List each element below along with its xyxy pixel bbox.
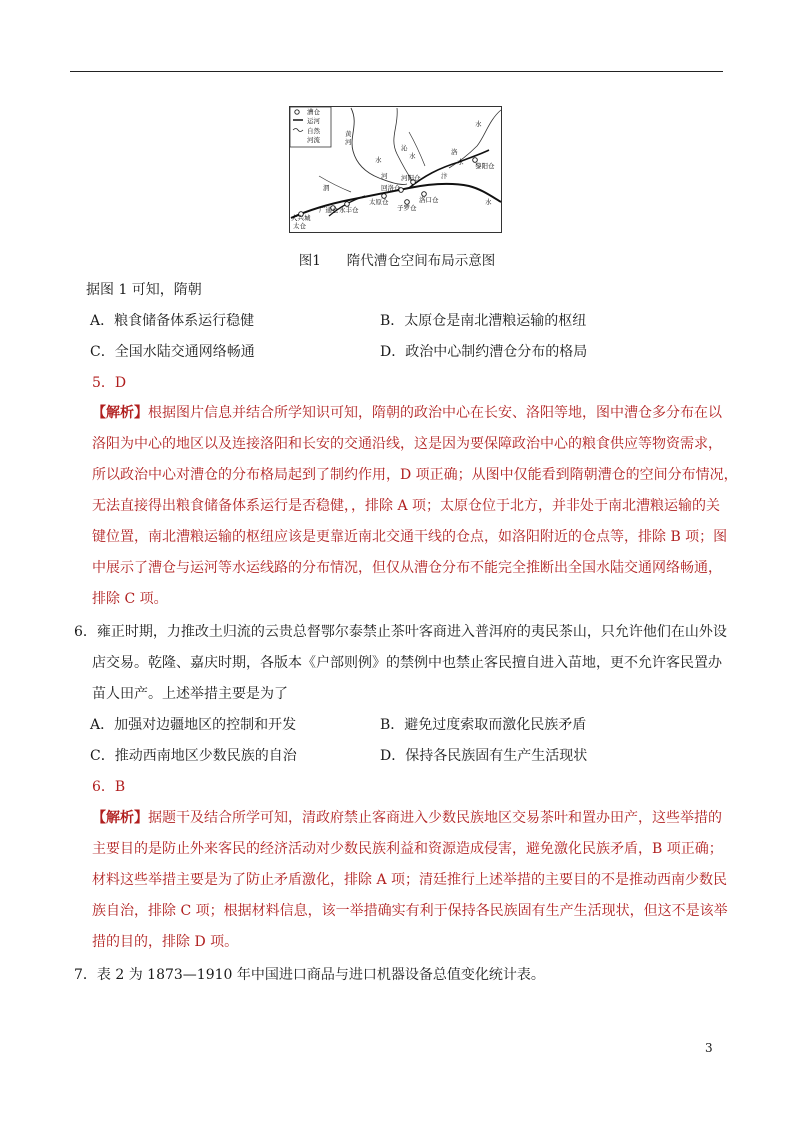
label-huiluo: 回洛仓 (381, 184, 401, 192)
legend-canal: 运河 (307, 117, 320, 125)
label-liyang: 黎阳仓 (475, 162, 495, 170)
q5-option-b: B．太原仓是南北漕粮运输的枢纽 (380, 313, 587, 329)
page-number: 3 (705, 1041, 713, 1055)
q5-answer: 5．D (92, 375, 127, 391)
q6-option-c: C．推动西南地区少数民族的自治 (90, 748, 297, 764)
label-daxing: 大兴城 (291, 214, 311, 222)
label-luokou: 洛口仓 (419, 196, 439, 204)
q6-analysis-line-4: 族自治，排除 C 项；根据材料信息，该一举措确实有利于保持各民族固有生产生活现状，但这不是该举 (92, 903, 728, 919)
q5-option-d: D．政治中心制约漕仓分布的格局 (380, 344, 588, 360)
svg-text:河: 河 (381, 172, 388, 180)
svg-text:水: 水 (457, 158, 464, 166)
header-rule (70, 71, 723, 72)
sui-granary-map (289, 106, 502, 233)
q5-analysis-line-1: 【解析】根据图片信息并结合所学知识可知，隋朝的政治中心在长安、洛阳等地，图中漕仓多分布在以 (92, 405, 722, 421)
q6-option-d: D．保持各民族固有生产生活现状 (380, 748, 588, 764)
caption-number: 图1 (298, 253, 321, 269)
svg-text:黄: 黄 (345, 130, 352, 138)
q5-option-a: A．粮食储备体系运行稳健 (90, 313, 255, 329)
q5-analysis-line-6: 中展示了漕仓与运河等水运线路的分布情况，但仅从漕仓分布不能完全推断出全国水陆交通网络畅通， (92, 560, 722, 576)
q5-analysis-tag: 【解析】 (92, 405, 148, 421)
q6-analysis-line-2: 主要目的是防止外来客民的经济活动对少数民族利益和资源造成侵害，避免激化民族矛盾，B 项正确； (92, 841, 723, 857)
q6-analysis-line-1: 【解析】据题干及结合所学可知，清政府禁止客商进入少数民族地区交易茶叶和置办田产，这些举措的 (92, 810, 722, 826)
svg-text:洛: 洛 (451, 148, 458, 156)
label-taiyuan: 太原仓 (369, 198, 389, 206)
q5-analysis-line-5: 键位置，南北漕粮运输的枢纽应该是更靠近南北交通干线的仓点，如洛阳附近的仓点等，排除 B 项；图 (92, 529, 728, 545)
q5-analysis-line-3: 所以政治中心对漕仓的分布格局起到了制约作用，D 项正确；从图中仅能看到隋朝漕仓的空间分布情况， (92, 467, 738, 483)
q6-stem-line-2: 店交易。乾隆、嘉庆时期，各版本《户部则例》的禁例中也禁止客民擅自进入苗地，更不允许客民置办 (92, 655, 722, 671)
label-taicang: 太仓 (293, 222, 306, 230)
q7-stem: 7．表 2 为 1873—1910 年中国进口商品与进口机器设备总值变化统计表。 (74, 967, 545, 983)
q6-analysis-tag: 【解析】 (92, 810, 148, 826)
q5-stem: 据图 1 可知，隋朝 (86, 282, 202, 298)
q6-stem-line-3: 苗人田产。上述举措主要是为了 (92, 686, 288, 702)
label-ziluo: 子罗仓 (397, 204, 417, 212)
q6-analysis-line-3: 材料这些举措主要是为了防止矛盾激化，排除 A 项；清廷推行上述举措的主要目的不是推动西南少数民 (92, 872, 728, 888)
q6-stem-line-1: 6．雍正时期，力推改土归流的云贵总督鄂尔泰禁止茶叶客商进入普洱府的夷民茶山，只允许他们在山外设 (74, 624, 727, 640)
q6-analysis-line-5: 措的目的，排除 D 项。 (92, 934, 239, 950)
svg-text:河: 河 (345, 138, 352, 146)
label-guangtong: 广通仓 (319, 206, 339, 214)
label-yongfeng: 永丰仓 (339, 206, 359, 214)
q6-option-a: A．加强对边疆地区的控制和开发 (90, 717, 297, 733)
caption-title: 隋代漕仓空间布局示意图 (346, 253, 496, 269)
legend-natural: 自然 (307, 127, 320, 135)
svg-text:水: 水 (375, 156, 382, 164)
legend-granary: 漕仓 (307, 108, 320, 116)
svg-text:渭: 渭 (323, 184, 330, 192)
figure-caption (0, 249, 794, 269)
q5-analysis-line-7: 排除 C 项。 (92, 591, 168, 607)
svg-text:沁: 沁 (401, 144, 408, 152)
legend-river: 河流 (307, 136, 320, 144)
q6-answer: 6．B (92, 779, 126, 795)
q5-analysis-line-2: 洛阳为中心的地区以及连接洛阳和长安的交通沿线，这是因为要保障政治中心的粮食供应等物资需求， (92, 436, 722, 452)
label-heyang: 河阳仓 (401, 174, 421, 182)
q6-option-b: B．避免过度索取而激化民族矛盾 (380, 717, 587, 733)
svg-text:水: 水 (475, 120, 482, 128)
q5-analysis-line-4: 无法直接得出粮食储备体系运行是否稳健，，排除 A 项；太原仓位于北方，并非处于南北漕粮运输的关 (92, 498, 721, 514)
svg-text:水: 水 (409, 152, 416, 160)
q5-option-c: C．全国水陆交通网络畅通 (90, 344, 255, 360)
svg-text:汴: 汴 (441, 172, 448, 180)
svg-text:水: 水 (485, 198, 492, 206)
